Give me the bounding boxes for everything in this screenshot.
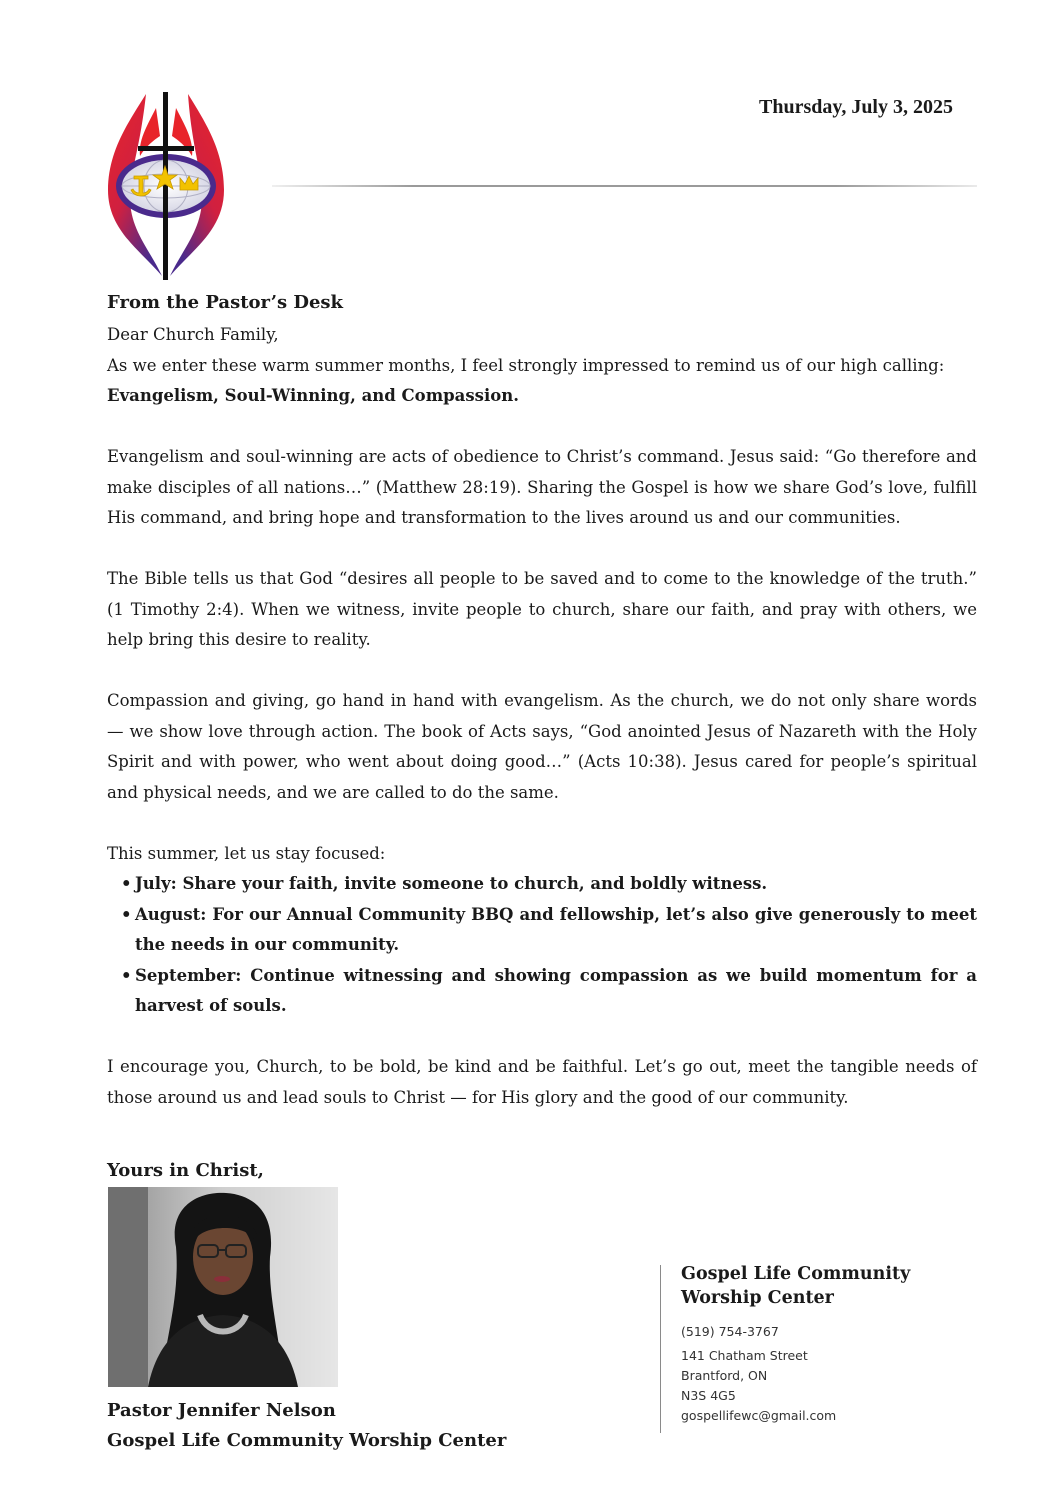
list-item: • September: Continue witnessing and showing compassion as we build momentum for a harvest of souls.: [121, 965, 977, 1015]
salutation: Dear Church Family,: [107, 325, 279, 344]
org-name-line2: Worship Center: [681, 1288, 834, 1308]
address-street: 141 Chatham Street: [681, 1348, 808, 1363]
paragraph-compassion: Compassion and giving, go hand in hand with evangelism. As the church, we do not only share words — we show love through action. The book of Acts says, “God anointed Jesus of Nazareth with the Holy Spirit and with power, who went about doing good…” (Acts 10:38). Jesus cared for people’s spiritual and physical needs, and we are called to do the same.: [107, 691, 977, 802]
contact-block: [681, 1262, 910, 1426]
list-item: • July: Share your faith, invite someone to church, and boldly witness.: [121, 874, 768, 893]
church-emblem-icon: [100, 90, 232, 282]
contact-divider: [660, 1265, 661, 1433]
signer-organization: Gospel Life Community Worship Center: [107, 1430, 507, 1451]
sign-off: Yours in Christ,: [107, 1160, 264, 1181]
signer-name: Pastor Jennifer Nelson: [107, 1400, 336, 1421]
intro-emphasis: Evangelism, Soul-Winning, and Compassion.: [107, 386, 519, 405]
closing-paragraph: I encourage you, Church, to be bold, be kind and be faithful. Let’s go out, meet the tangible needs of those around us and lead souls to Christ — for His glory and the good of our community.: [107, 1057, 977, 1107]
email-address: gospellifewc@gmail.com: [681, 1408, 837, 1423]
pastor-portrait: [108, 1187, 338, 1387]
letter-heading: From the Pastor’s Desk: [107, 292, 344, 313]
org-name-line1: Gospel Life Community: [681, 1264, 911, 1284]
paragraph-bible: The Bible tells us that God “desires all people to be saved and to come to the knowledge of the truth.” (1 Timothy 2:4). When we witness, invite people to church, share our faith, and pray with others, we help bring this desire to reality.: [107, 569, 977, 649]
letter-date: Thursday, July 3, 2025: [759, 96, 953, 118]
focus-intro: This summer, let us stay focused:: [107, 843, 386, 863]
intro-paragraph: [107, 351, 977, 412]
address-city: Brantford, ON: [681, 1368, 768, 1383]
address-postal: N3S 4G5: [681, 1388, 736, 1403]
list-item: • August: For our Annual Community BBQ and fellowship, let’s also give generously to meet the needs in our community.: [121, 904, 977, 954]
signer-block: [107, 1396, 506, 1456]
paragraph-evangelism: Evangelism and soul-winning are acts of obedience to Christ’s command. Jesus said: “Go therefore and make disciples of all nations…” (Matthew 28:19). Sharing the Gospel is how we share God’s love, fulfill His command, and bring hope and transformation to the lives around us and our communities.: [107, 447, 977, 527]
focus-list: [107, 869, 977, 1022]
letter-body: [107, 288, 977, 1113]
header-divider: [272, 185, 977, 187]
intro-text: As we enter these warm summer months, I feel strongly impressed to remind us of our high calling:: [107, 355, 945, 375]
phone-number: (519) 754-3767: [681, 1324, 779, 1339]
